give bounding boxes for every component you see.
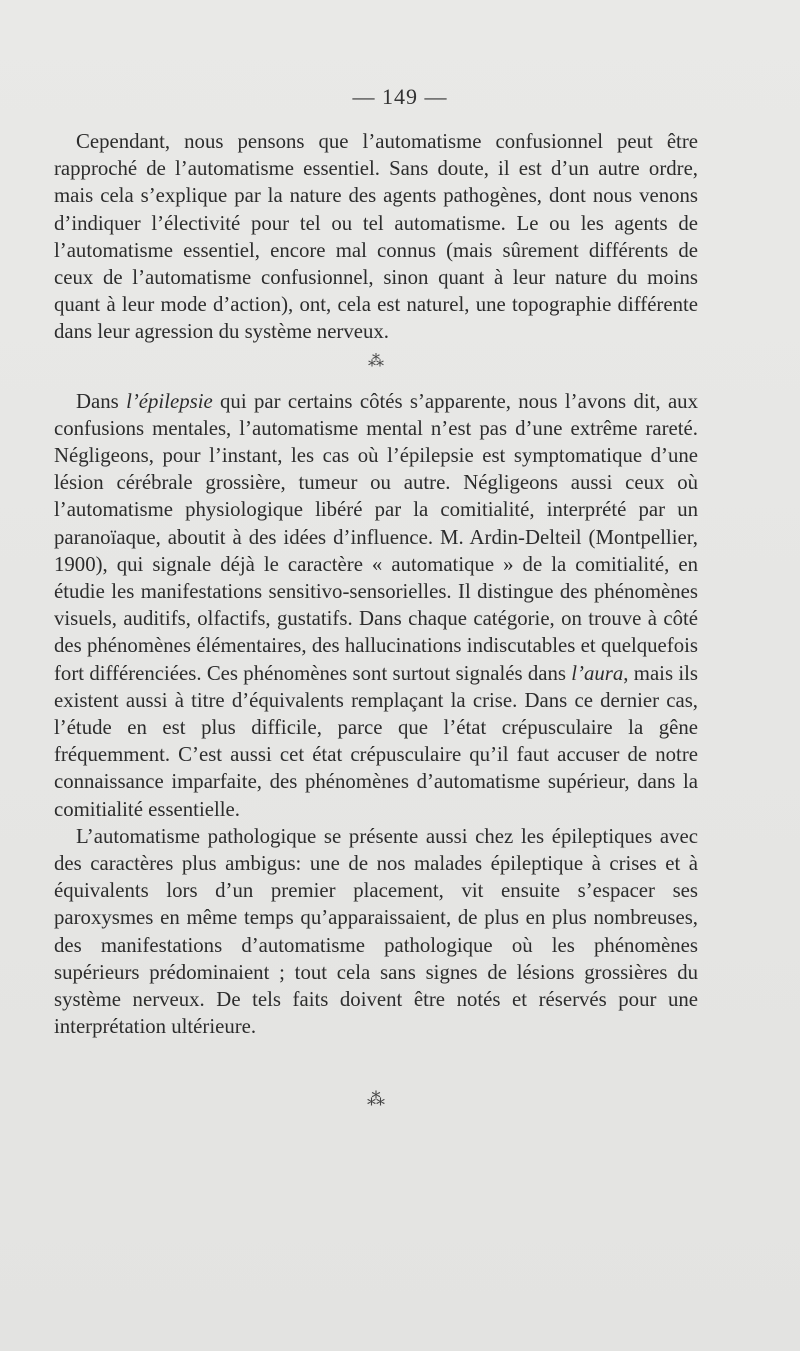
paragraph-2-text-a: Dans [76, 389, 127, 413]
section-separator: ⁂ [368, 352, 384, 370]
end-separator: ⁂ [367, 1088, 385, 1109]
paragraph-2 [54, 388, 698, 823]
paragraph-2-italic-aura: l’aura [571, 661, 624, 685]
paragraph-1 [54, 128, 698, 346]
body-text [54, 128, 698, 1125]
paragraph-2-text-b: qui par certains côtés s’apparente, nous l’avons dit, aux confusions mentales, l’automatisme mental n’est pas d’une extrême rareté. Négligeons, pour l’instant, les cas où l’épilepsie est symptomatique d’une lésion cérébrale grossière, tumeur ou autre. Négligeons aussi ceux où l’automatisme physiologique libéré par la comitialité, interprété par un paranoïaque, aboutit à des idées d’influence. M. Ardin-Delteil (Montpellier, 1900), qui signale déjà le caractère « automatique » de la comitialité, en étudie les manifestations sensitivo-sensorielles. Il distingue des phénomènes visuels, auditifs, olfactifs, gustatifs. Dans chaque catégorie, on trouve à côté des phénomènes élémentaires, des hallucinations indiscutables et quelquefois fort différenciées. Ces phénomènes sont surtout signalés dans [54, 389, 698, 685]
page-number: — 149 — [352, 84, 448, 109]
paragraph-3-text: L’automatisme pathologique se présente aussi chez les épileptiques avec des caractères plus ambigus: une de nos malades épileptique à crises et à équivalents lors d’un premier placement, vit ensuite s’espacer ses paroxysmes en même temps qu’apparaissaient, de plus en plus nombreuses, des manifestations d’automatisme pathologique où les phénomènes supérieurs prédominaient ; tout cela sans signes de lésions grossières du système nerveux. De tels faits doivent être notés et réservés pour une interprétation ultérieure. [54, 824, 698, 1039]
paragraph-3 [54, 823, 698, 1041]
paragraph-1-text: Cependant, nous pensons que l’automatisme confusionnel peut être rapproché de l’automatisme essentiel. Sans doute, il est d’un autre ordre, mais cela s’explique par la nature des agents pathogènes, dont nous venons d’indiquer l’électivité pour tel ou tel automatisme. Le ou les agents de l’automatisme essentiel, encore mal connus (mais sûrement différents de ceux de l’automatisme confusionnel, sinon quant à leur nature du moins quant à leur mode d’action), ont, cela est naturel, une topographie différente dans leur agression du système nerveux. [54, 130, 698, 344]
paragraph-2-italic-epilepsie: l’épilepsie [126, 389, 213, 413]
paragraph-2-text-c: , mais ils existent aussi à titre d’équivalents remplaçant la crise. Dans ce dernier cas, l’étude en est plus difficile, parce que l’état crépusculaire la gêne fréquemment. C’est aussi cet état crépusculaire qu’il faut accuser de notre connaissance imparfaite, des phénomènes d’automatisme supérieur, dans la comitialité essentielle. [54, 661, 698, 821]
